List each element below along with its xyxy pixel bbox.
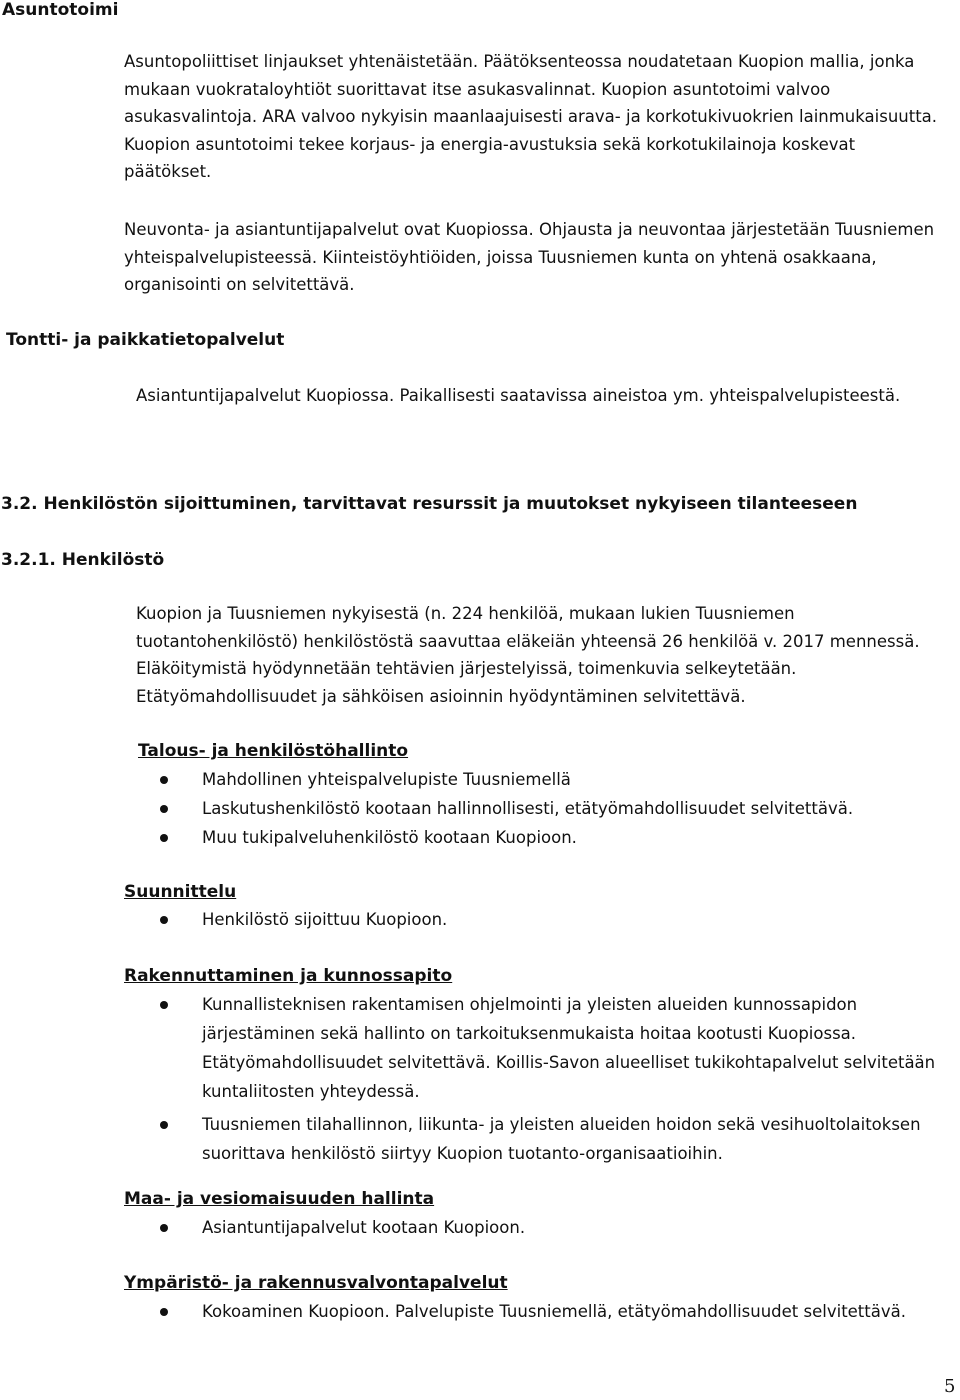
tontti-paragraph: Asiantuntijapalvelut Kuopiossa. Paikallisesti saatavissa aineistoa ym. yhteispalvelupisteestä. (136, 386, 901, 405)
asuntotoimi-paragraph-2: Neuvonta- ja asiantuntijapalvelut ovat Kuopiossa. Ohjausta ja neuvontaa järjestetään Tuusniemen yhteispalvelupisteessä. Kiinteistöyhtiöiden, joissa Tuusniemen kunta on yhtenä osakkaana, organisointi on selvitettävä. (124, 220, 935, 294)
list-item: Kunnallisteknisen rakentamisen ohjelmointi ja yleisten alueiden kunnossapidon järjestäminen sekä hallinto on tarkoituksenmukaista hoitaa kootusti Kuopiossa. Etätyömahdollisuudet selvitettävä. Koillis-Savon alueelliset tukikohtapalvelut selvitetään kuntaliitosten yhteydessä. (124, 990, 960, 1106)
page-number: 5 (944, 1376, 956, 1397)
list-item: Laskutushenkilöstö kootaan hallinnollisesti, etätyömahdollisuudet selvitettävä. (124, 794, 960, 823)
list-item: Asiantuntijapalvelut kootaan Kuopioon. (124, 1213, 960, 1242)
suunnittelu-list (124, 905, 960, 934)
rakennuttaminen-list (124, 990, 960, 1168)
list-item: Mahdollinen yhteispalvelupiste Tuusniemellä (124, 765, 960, 794)
list-item: Muu tukipalveluhenkilöstö kootaan Kuopioon. (124, 823, 960, 852)
subheading-maa: Maa- ja vesiomaisuuden hallinta (124, 1189, 435, 1209)
subheading-suunnittelu: Suunnittelu (124, 882, 237, 902)
list-item: Kokoaminen Kuopioon. Palvelupiste Tuusniemellä, etätyömahdollisuudet selvitettävä. (124, 1297, 960, 1326)
ymparisto-list (124, 1297, 960, 1326)
section-heading-3-2-1: 3.2.1. Henkilöstö (1, 550, 165, 570)
subheading-ymparisto: Ympäristö- ja rakennusvalvontapalvelut (124, 1273, 508, 1293)
maa-list (124, 1213, 960, 1242)
section-heading-tontti: Tontti- ja paikkatietopalvelut (6, 330, 285, 350)
subheading-talous: Talous- ja henkilöstöhallinto (138, 741, 409, 761)
list-item: Tuusniemen tilahallinnon, liikunta- ja yleisten alueiden hoidon sekä vesihuoltolaitoksen suorittava henkilöstö siirtyy Kuopion tuotanto-organisaatioihin. (124, 1110, 960, 1168)
subheading-rakennuttaminen: Rakennuttaminen ja kunnossapito (124, 966, 453, 986)
section-heading-3-2: 3.2. Henkilöstön sijoittuminen, tarvittavat resurssit ja muutokset nykyiseen tilanteeseen (1, 494, 858, 514)
henkilosto-paragraph: Kuopion ja Tuusniemen nykyisestä (n. 224 henkilöä, mukaan lukien Tuusniemen tuotantohenkilöstö) henkilöstöstä saavuttaa eläkeiän yhteensä 26 henkilöä v. 2017 mennessä. Eläköitymistä hyödynnetään tehtävien järjestelyissä, toimenkuvia selkeytetään. Etätyömahdollisuudet ja sähköisen asioinnin hyödyntäminen selvitettävä. (136, 604, 920, 706)
asuntotoimi-paragraph-1: Asuntopoliittiset linjaukset yhtenäistetään. Päätöksenteossa noudatetaan Kuopion mallia, jonka mukaan vuokrataloyhtiöt suorittavat itse asukasvalinnat. Kuopion asuntotoimi valvoo asukasvalintoja. ARA valvoo nykyisin maanlaajuisesti arava- ja korkotukivuokrien lainmukaisuutta. Kuopion asuntotoimi tekee korjaus- ja energia-avustuksia sekä korkotukilainoja koskevat päätökset. (124, 52, 938, 181)
section-heading-asuntotoimi: Asuntotoimi (2, 0, 119, 20)
list-item: Henkilöstö sijoittuu Kuopioon. (124, 905, 960, 934)
talous-list (124, 765, 960, 852)
